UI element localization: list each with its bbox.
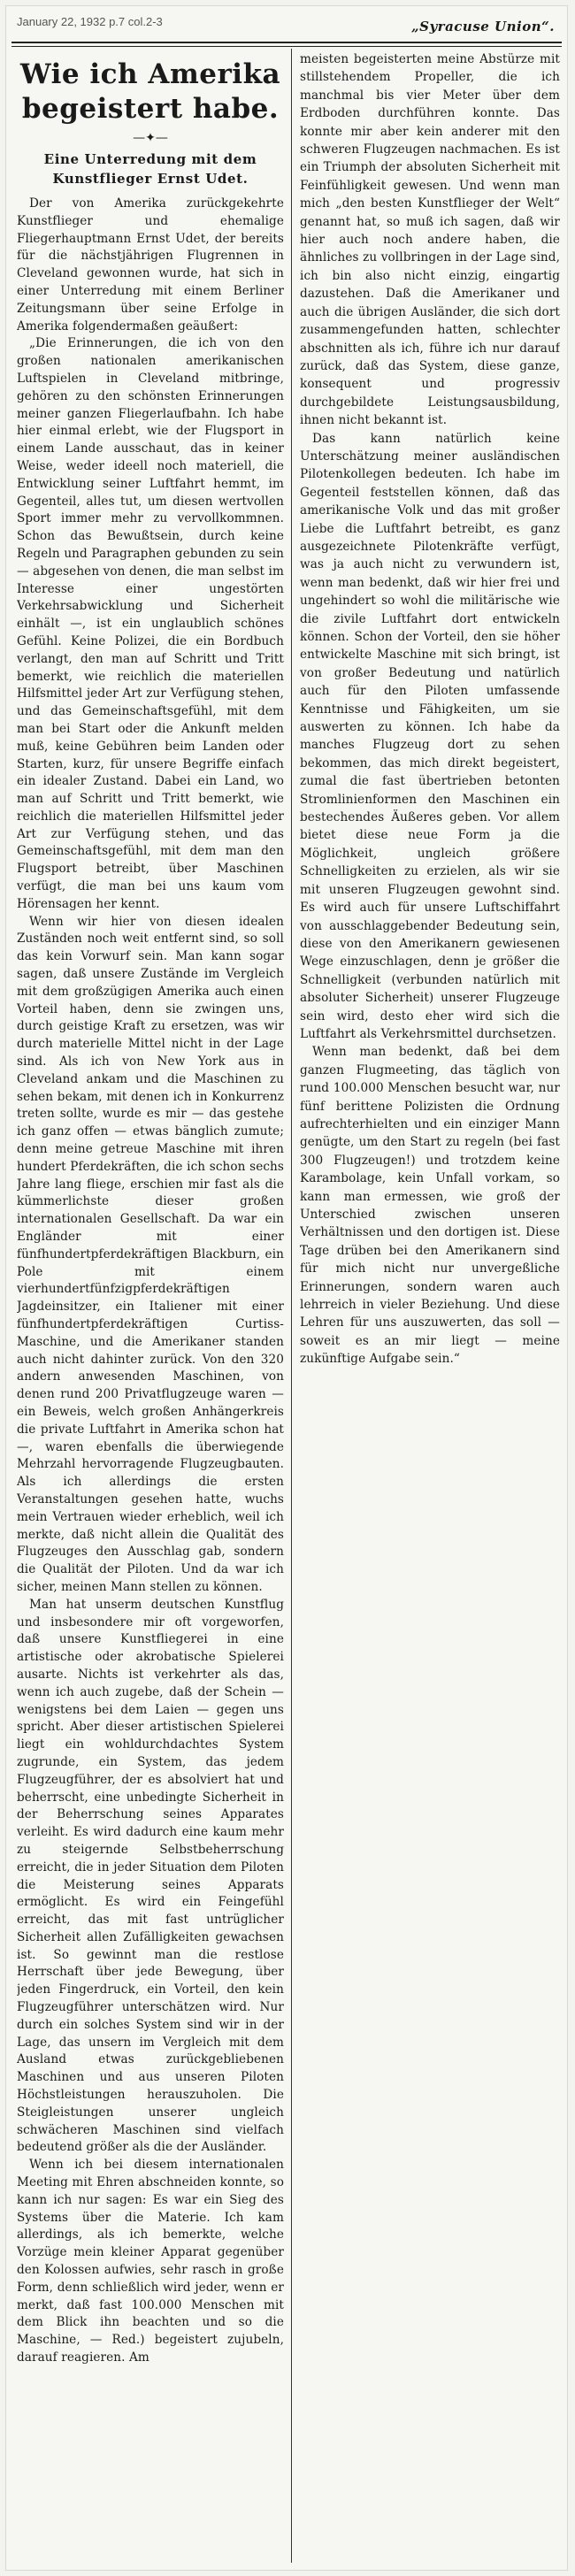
article-column-left: [17, 50, 284, 2561]
article-column-right: [300, 50, 560, 2561]
clipping-date-note: January 22, 1932 p.7 col.2-3: [17, 15, 163, 28]
article-subheading: Eine Unterredung mit dem Kunstflieger Ernst Udet.: [43, 151, 257, 187]
article-body-left: [17, 196, 284, 2367]
clipping-page: [5, 5, 568, 2571]
column-divider: [291, 49, 292, 2563]
newspaper-name: „Syracuse Union“.: [411, 19, 555, 34]
article-headline: Wie ich Amerika begeistert habe.: [19, 58, 281, 125]
paragraph: Wenn wir hier von diesen idealen Zuständen noch weit entfernt sind, so soll das kein Vorwurf sein. Man kann sogar sagen, daß unsere Zustände im Vergleich mit dem großzügigen Amerika auch einen Vorteil haben, denn sie zwingen uns, durch geistige Kraft zu ersetzen, was wir durch materielle Mittel nicht in der Lage sind. Als ich von New York aus in Cleveland ankam und die Maschinen zu sehen bekam, mit denen ich in Konkurrenz treten sollte, wurde es mir — das gestehe ich ganz offen — etwas bänglich zumute; denn meine getreue Maschine mit ihren hundert Pferdekräften, die ich schon sechs Jahre lang fliege, erschien mir fast als die kümmerlichste dieser großen internationalen Gesellschaft. Da war ein Engländer mit einer fünfhundertpferdekräftigen Blackburn, ein Pole mit einem vierhundertfünfzigpferdekräftigen Jagdeinsitzer, ein Italiener mit einer fünfhundertpferdekräftigen Curtiss-Maschine, und die Amerikaner standen auch nicht dahinter zurück. Von den 320 andern anwesenden Maschinen, von denen rund 200 Privatflugzeuge waren — ein Beweis, welch großen Anhängerkreis die private Luftfahrt in Amerika schon hat —, waren ebenfalls die überwiegende Mehrzahl hervorragende Flugzeugbauten. Als ich allerdings die ersten Veranstaltungen gesehen hatte, wuchs mein Vertrauen wieder erheblich, weil ich merkte, daß nicht allein die Qualität des Flugzeuges den Ausschlag gab, sondern die Qualität der Piloten. Und da war ich sicher, meinen Mann stellen zu können.: [17, 914, 284, 1594]
paragraph: meisten begeisterten meine Abstürze mit stillstehendem Propeller, die ich manchmal bis vier Meter über dem Erdboden durchführen konnte. Das konnte mir aber kein anderer mit den schweren Flugzeugen nachmachen. Es ist ein Triumph der absoluten Sicherheit mit Feinfühligkeit gewesen. Und wenn man mich „den besten Kunstflieger der Welt“ genannt hat, so muß ich sagen, daß wir hier auch noch andere haben, die ähnliches zu vollbringen in der Lage sind, ich bin also nicht einzig, eingartig dazustehen. Daß die Amerikaner und auch die übrigen Ausländer, die sich dort zusammengefunden hatten, schlechter abschnitten als ich, führe ich nur darauf zurück, daß das System, diese ganze, konsequent und progressiv durchgebildete Leistungsausbildung, ihnen nicht bekannt ist.: [300, 52, 560, 428]
paragraph: Wenn ich bei diesem internationalen Meeting mit Ehren abschneiden konnte, so kann ich nur sagen: Es war ein Sieg des Systems über die Materie. Ich kam allerdings, als ich bemerkte, welche Vorzüge mein kleiner Apparat gegenüber den Kolossen aufwies, sehr rasch in große Form, denn schließlich wird jeder, wenn er merkt, daß fast 100.000 Menschen mit dem Blick ihn beachten und so die Maschine, — Red.) begeistert zujubeln, darauf reagieren. Am: [17, 2158, 284, 2365]
paragraph: Wenn man bedenkt, daß bei dem ganzen Flugmeeting, das täglich von rund 100.000 Menschen besucht war, nur fünf berittene Polizisten die Ordnung aufrechterhielten und ein einziger Mann genügte, um den Start zu regeln (bei fast 300 Flugzeugen!) und trotzdem keine Karambolage, kein Unfall vorkam, so kann man ermessen, wie groß der Unterschied zwischen unseren Verhältnissen und den dortigen ist. Diese Tage drüben bei den Amerikanern sind für mich nicht nur unvergeßliche Erinnerungen, sondern waren auch lehrreich in vieler Beziehung. Und diese Lehren für uns auszuwerten, das soll — soweit es an mir liegt — meine zukünftige Aufgabe sein.“: [300, 1045, 560, 1367]
paragraph: Das kann natürlich keine Unterschätzung meiner ausländischen Pilotenkollegen bedeuten. Ich habe im Gegenteil feststellen können, daß das amerikanische Volk und das mit großer Liebe die Luftfahrt betreibt, es ganz ausgezeichnete Pilotenkräfte verfügt, was ja auch nicht zu verwundern ist, wenn man bedenkt, daß wir hier frei und ungehindert so wohl die militärische wie die zivile Luftfahrt dort entwickeln können. Schon der Vorteil, den sie höher entwickelte Maschine mit sich bringt, ist von großer Bedeutung und natürlich auch für den Piloten umfassende Kenntnisse und Fähigkeiten, um sie auswerten zu können. Ich habe da manches Flugzeug dort zu sehen bekommen, das mich direkt begeistert, zumal die fast übertrieben betonten Stromlinienformen den Maschinen ein bestechendes Äußeres geben. Vor allem bietet diese neue Form ja die Möglichkeit, ungleich größere Schnelligkeiten zu erzielen, als wir sie mit unseren Flugzeugen gewohnt sind. Es wird auch für unsere Luftschiffahrt von ausschlaggebender Bedeutung sein, diese von den Amerikanern gewiesenen Wege einzuschlagen, denn je größer die Schnelligkeit (verbunden natürlich mit absoluter Sicherheit) unserer Flugzeuge sein wird, desto eher wird sich die Luftfahrt als Verkehrsmittel durchsetzen.: [300, 431, 560, 1041]
paragraph: Man hat unserm deutschen Kunstflug und insbesondere mir oft vorgeworfen, daß unsere Kunstfliegerei in eine artistische oder akrobatische Spielerei ausarte. Nichts ist verkehrter als das, wenn ich auch zugebe, daß der Schein — wenigstens bei dem Laien — gegen uns spricht. Aber dieser artistischen Spielerei liegt ein wohldurchdachtes System zugrunde, ein System, das jedem Flugzeugführer, der es absolviert hat und beherrscht, eine unbedingte Sicherheit in der Beherrschung seines Apparates verleiht. Es wird dadurch eine kaum mehr zu steigernde Selbstbeherrschung erreicht, die in jeder Situation dem Piloten die Meisterung seines Apparats ermöglicht. Es wird ein Feingefühl erreicht, das mit fast untrüglicher Sicherheit allen Zufälligkeiten gewachsen ist. So gewinnt man die restlose Herrschaft über jede Bewegung, über jeden Fingerdruck, ein Vorteil, den kein Flugzeugführer unterschätzen wird. Nur durch ein solches System sind wir in der Lage, das unsern im Vergleich mit dem Ausland etwas zurückgebliebenen Maschinen und aus unseren Piloten Höchstleistungen herauszuholen. Die Steigleistungen unserer ungleich schwächeren Maschinen sind vielfach bedeutend größer als die der Ausländer.: [17, 1597, 284, 2155]
headline-separator: —✦—: [133, 131, 168, 145]
article-body-right: [300, 50, 560, 1368]
header-rule: [12, 42, 562, 47]
paragraph: Der von Amerika zurückgekehrte Kunstflieger und ehemalige Fliegerhauptmann Ernst Udet, der bereits für die nächstjährigen Flugrennen in Cleveland gewonnen wurde, hat sich in einer Unterredung mit einem Berliner Zeitungsmann über seine Erfolge in Amerika folgendermaßen geäußert:: [17, 196, 284, 334]
paragraph: „Die Erinnerungen, die ich von den großen nationalen amerikanischen Luftspielen in Cleveland mitbringe, gehören zu den schönsten Erinnerungen meiner ganzen Fliegerlaufbahn. Ich habe hier einmal erlebt, wie der Flugsport in einem Lande ausschaut, das in keiner Weise, weder ideell noch materiell, die Entwicklung seiner Luftfahrt hemmt, im Gegenteil, alles tut, um diesen wertvollen Sport immer mehr zu vervollkommnen. Schon das Bewußtsein, durch keine Regeln und Paragraphen gebunden zu sein — abgesehen von denen, die man selbst im Interesse einer ungestörten Verkehrsabwicklung und Sicherheit einhält —, ist ein unglaublich schönes Gefühl. Keine Polizei, die ein Bordbuch verlangt, den man auf Schritt und Tritt bemerkt, wie reichlich die materiellen Hilfsmittel jeder Art zur Verfügung stehen, und das Gemeinschaftsgefühl, mit dem man bei Start oder die Ankunft melden muß, keine Gebühren beim Landen oder Starten, kurz, für unsere Begriffe einfach ein idealer Zustand. Dabei ein Land, wo man auf Schritt und Tritt bemerkt, wie reichlich die materiellen Hilfsmittel jeder Art zur Verfügung stehen, und das Gemeinschaftsgefühl, mit dem man den Flugsport betreibt, über Maschinen verfügt, die man bei uns kaum vom Hörensagen her kennt.: [17, 336, 284, 911]
